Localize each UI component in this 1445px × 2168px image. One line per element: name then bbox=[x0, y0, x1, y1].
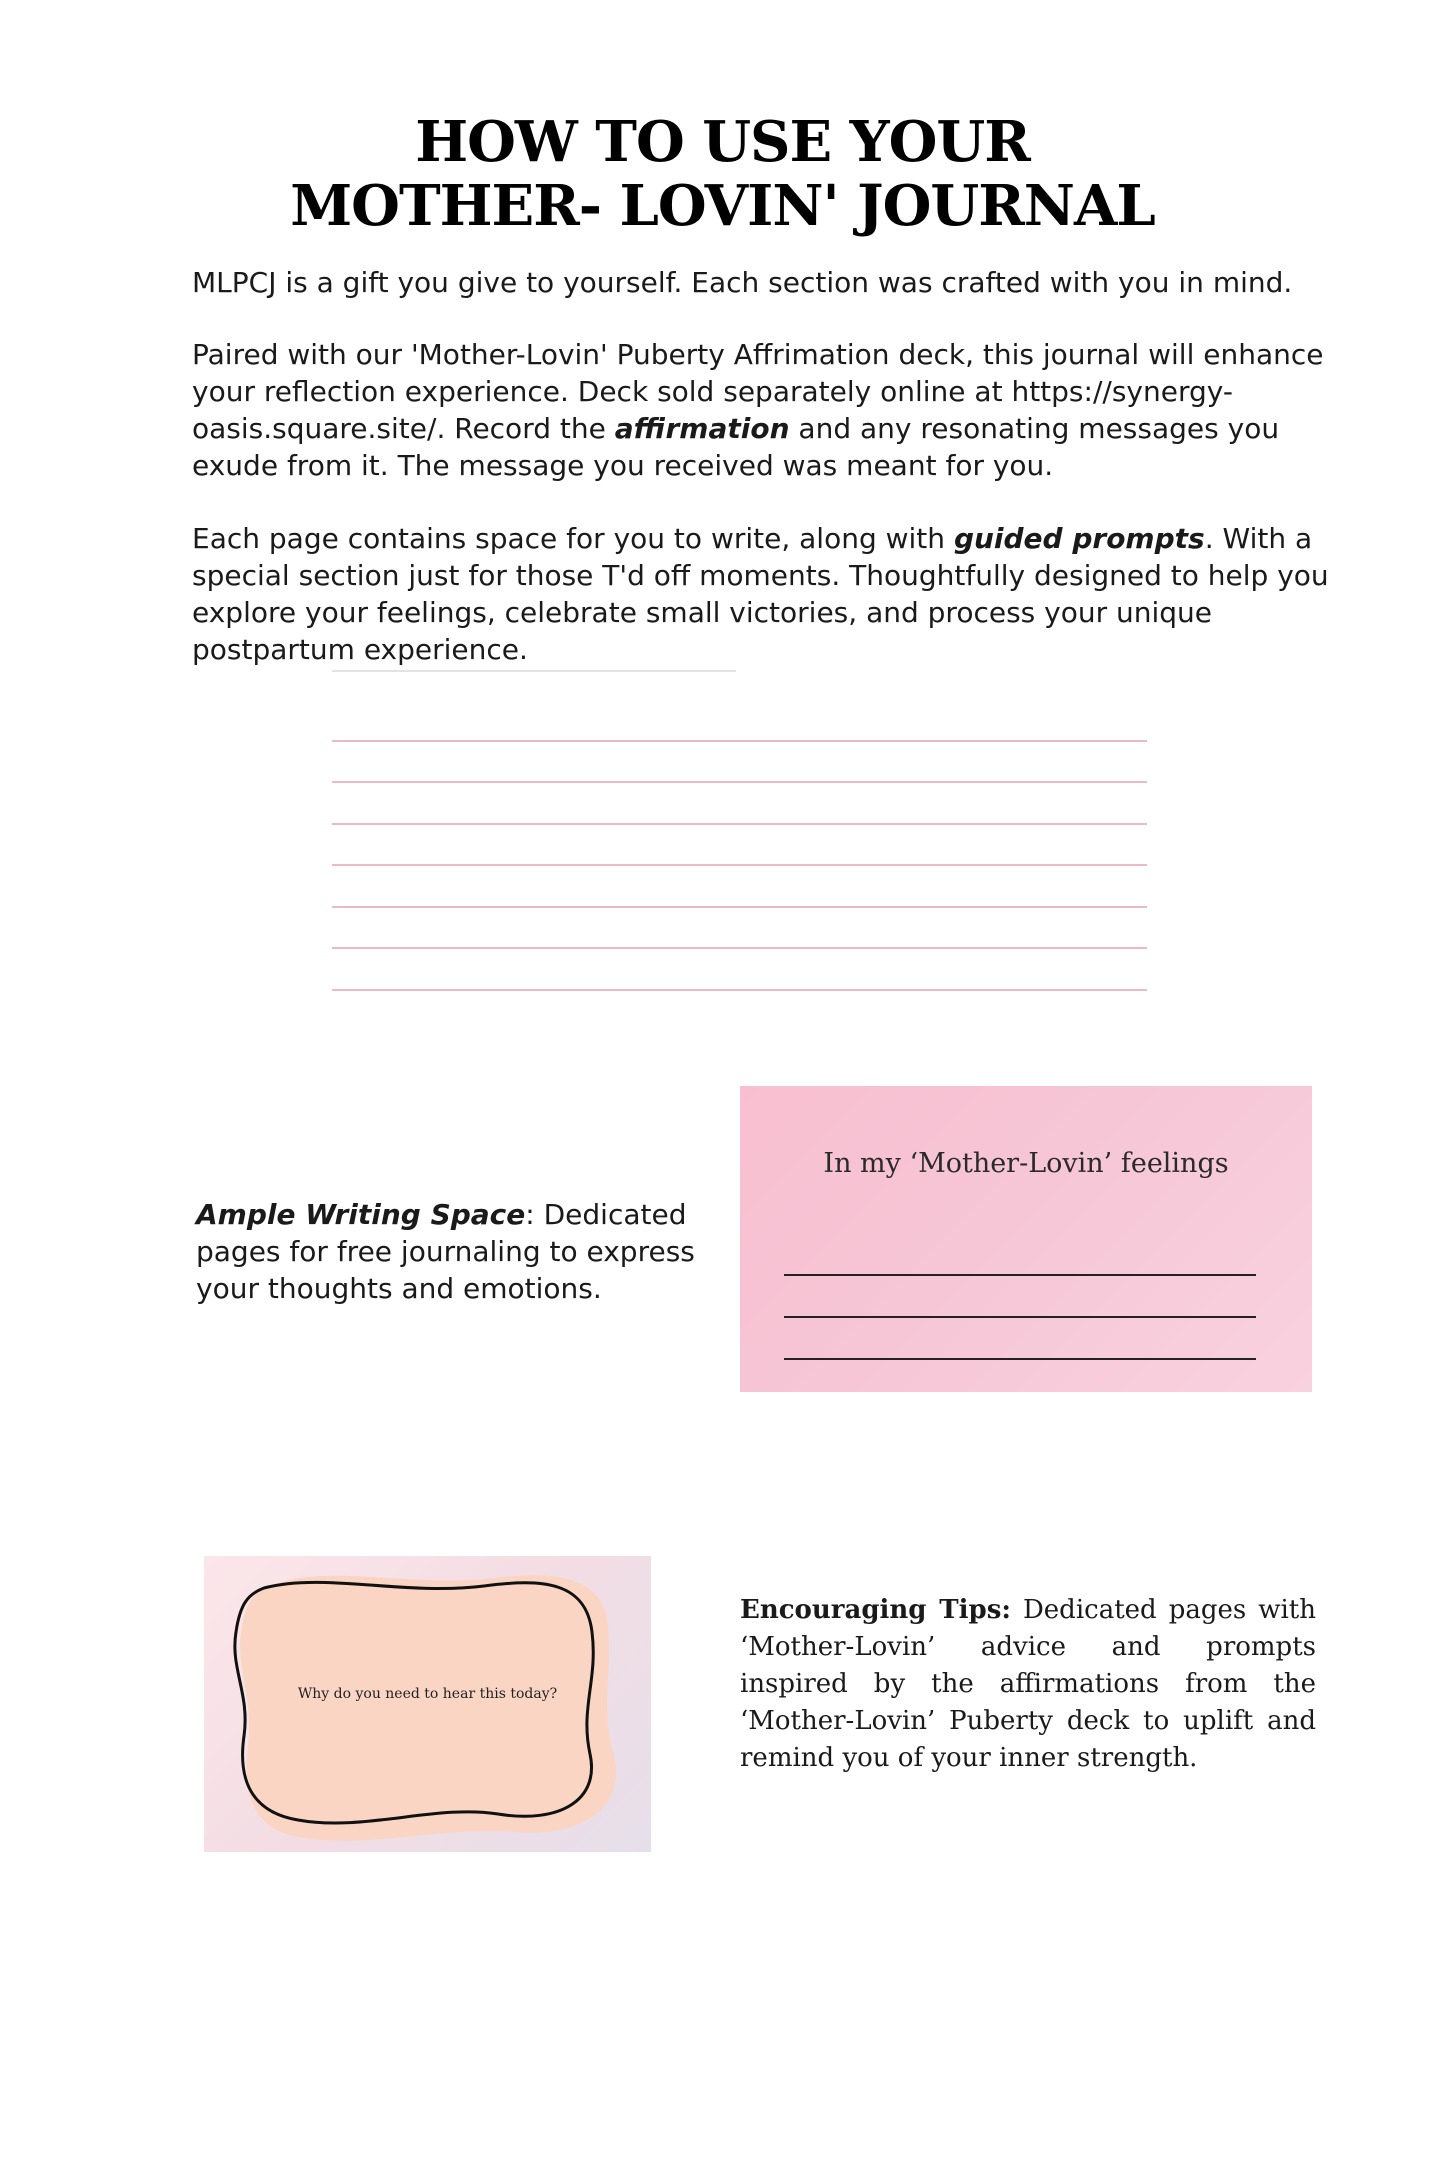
tips-label: Encouraging Tips: bbox=[740, 1595, 1011, 1625]
intro-paragraph-3 bbox=[192, 520, 1342, 668]
writing-line bbox=[332, 989, 1147, 991]
peach-blob bbox=[240, 1575, 616, 1841]
writing-line bbox=[332, 740, 1147, 742]
prompt-card-image bbox=[204, 1556, 651, 1852]
p2-end: and any resonating messages you exude from it. The message you received was meant for you. bbox=[192, 412, 1280, 482]
writing-line bbox=[332, 670, 736, 672]
writing-line bbox=[332, 823, 1147, 825]
title-line-1: HOW TO USE YOUR bbox=[415, 109, 1030, 175]
writing-line bbox=[332, 781, 1147, 783]
wavy-frame-graphic bbox=[204, 1556, 651, 1852]
feelings-card-image bbox=[740, 1086, 1312, 1392]
writing-line bbox=[332, 864, 1147, 866]
p3-end: . With a special section just for those T'd off moments. Thoughtfully designed to help you explore your feelings, celebrate small victories, and process your unique postpartum experience. bbox=[192, 522, 1329, 666]
card-write-line bbox=[784, 1358, 1256, 1360]
prompt-text: Why do you need to hear this today? bbox=[297, 1686, 558, 1702]
guided-prompts-emphasis: guided prompts bbox=[953, 522, 1205, 555]
p2-start: Paired with our 'Mother-Lovin' Puberty Affrimation deck, this journal will enhance your reflection experience. Deck sold separately online at https://synergy-oasis.square.site/. Record the bbox=[192, 338, 1324, 445]
intro-paragraph-1: MLPCJ is a gift you give to yourself. Each section was crafted with you in mind. bbox=[192, 266, 1293, 299]
card-write-line bbox=[784, 1274, 1256, 1276]
tips-text: Dedicated pages with ‘Mother-Lovin’ advice and prompts inspired by the affirmations from the ‘Mother-Lovin’ Puberty deck to uplift and remind you of your inner strength. bbox=[740, 1595, 1316, 1773]
sample-writing-lines bbox=[332, 670, 1147, 1000]
affirmation-emphasis: affirmation bbox=[614, 412, 790, 445]
writing-space-label: Ample Writing Space bbox=[196, 1198, 526, 1231]
card-write-line bbox=[784, 1316, 1256, 1318]
page-title bbox=[0, 110, 1445, 238]
intro-paragraph-2 bbox=[192, 336, 1342, 484]
writing-space-text: : Dedicated pages for free journaling to express your thoughts and emotions. bbox=[196, 1198, 695, 1305]
feelings-card-title: In my ‘Mother-Lovin’ feelings bbox=[823, 1148, 1229, 1179]
encouraging-tips-description bbox=[740, 1592, 1316, 1777]
writing-line bbox=[332, 906, 1147, 908]
p3-start: Each page contains space for you to write, along with bbox=[192, 522, 954, 555]
writing-line bbox=[332, 947, 1147, 949]
writing-space-description bbox=[196, 1196, 716, 1307]
title-line-2: MOTHER- LOVIN' JOURNAL bbox=[290, 173, 1155, 239]
